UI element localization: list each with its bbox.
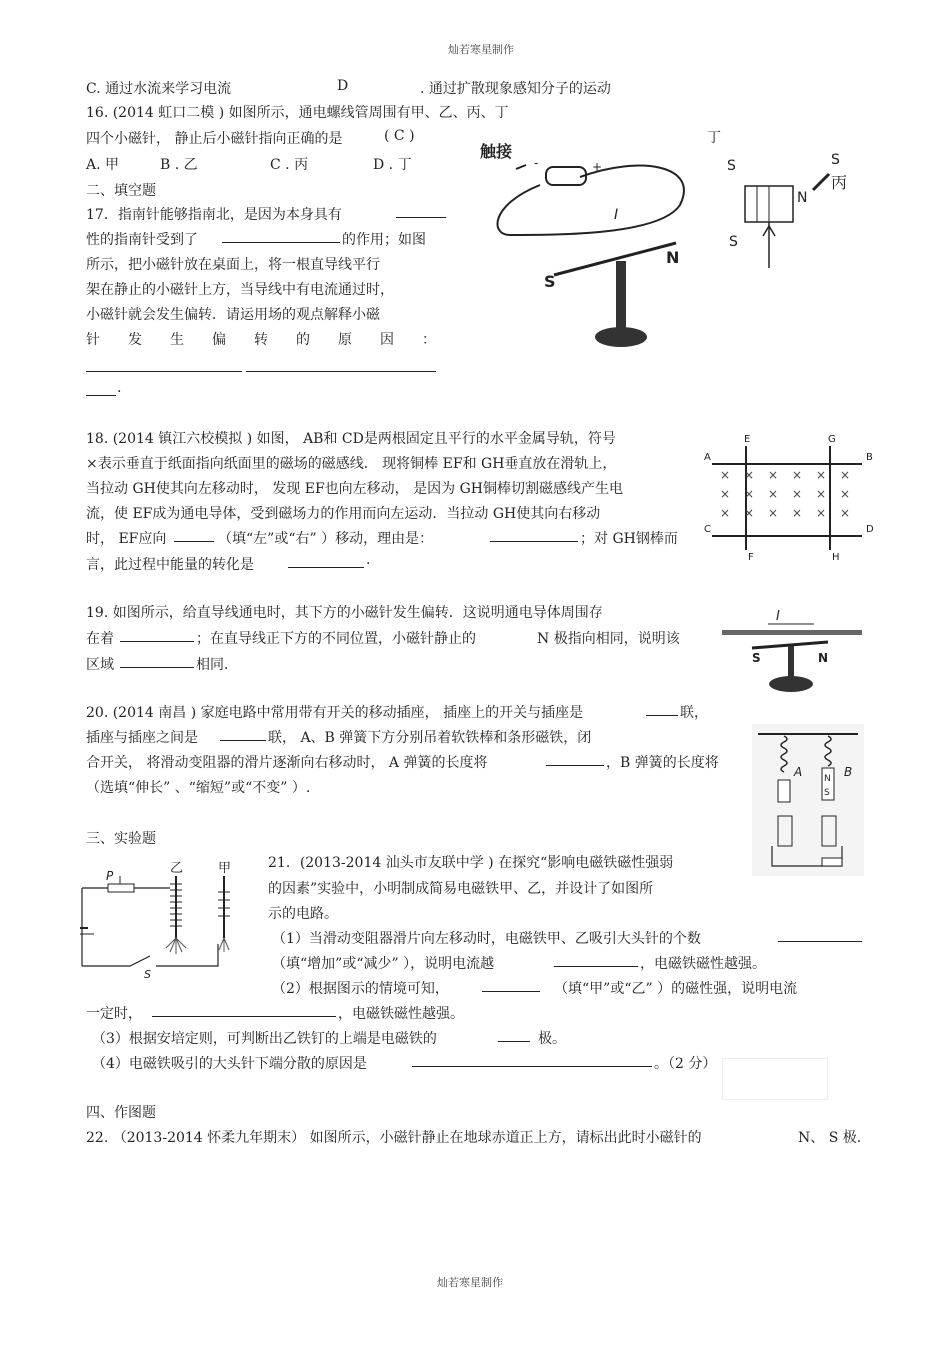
answer-box [722, 1058, 828, 1100]
label-spring-b: B [844, 765, 853, 779]
svg-text:×: × [720, 506, 731, 520]
arrow-icon [516, 165, 526, 169]
q17-blank2 [222, 229, 340, 243]
q20-line2a: 插座与插座之间是 [86, 730, 198, 746]
q21-line5a: （填“增加”或“减少” ），说明电流越 [272, 956, 495, 972]
needle-bing-s: S [831, 152, 840, 168]
label-a: A [704, 452, 711, 463]
wire-compass-figure [718, 606, 868, 696]
q19-line2a: 在着 [86, 631, 114, 647]
q20-line3a: 合开关， 将滑动变阻器的滑片逐渐向右移动时， A 弹簧的长度将 [86, 755, 488, 771]
q20-blank2 [220, 727, 266, 741]
svg-text:×: × [768, 506, 779, 520]
q17-char: 针 [86, 332, 100, 348]
compass-base [769, 676, 813, 692]
needle-ding-label: 丁 [707, 130, 721, 146]
q21-blank3 [482, 978, 540, 992]
svg-text:×: × [744, 506, 755, 520]
q18-line6: 言，此过程中能量的转化是 [86, 557, 254, 573]
svg-text:×: × [720, 468, 731, 482]
q17-char: 因 [380, 332, 394, 348]
q20-blank3 [546, 752, 604, 766]
q18-blank1 [174, 528, 214, 542]
label-e: E [744, 434, 751, 445]
section-fill-blank: 二、填空题 [86, 183, 156, 199]
switch-s-label: S [144, 968, 151, 978]
wire-loop [498, 166, 684, 235]
rheostat [108, 884, 134, 892]
q17-char: 偏 [212, 332, 226, 348]
svg-text:×: × [792, 487, 803, 501]
label-f: F [748, 552, 754, 563]
svg-text:×: × [744, 487, 755, 501]
q17-answer-line1a [86, 358, 242, 372]
svg-text:×: × [816, 468, 827, 482]
label-d: D [866, 524, 874, 535]
svg-text:×: × [768, 468, 779, 482]
q19-line3a: 区域 [86, 657, 114, 673]
q17-blank1 [396, 204, 446, 218]
q22-line1a: 22. （2013-2014 怀柔九年期末） 如图所示，小磁针静止在地球赤道正上方，请标出此时小磁针的 [86, 1130, 702, 1146]
svg-text:×: × [768, 487, 779, 501]
q15-option-c: C. 通过水流来学习电流 [86, 81, 232, 97]
electromagnet-yi-label: 乙 [170, 861, 184, 876]
q19-line2b: ；在直导线正下方的不同位置，小磁针静止的 [196, 631, 476, 647]
straight-wire [722, 630, 862, 635]
svg-text:×: × [840, 468, 851, 482]
q20-line1a: 20. (2014 南昌 ) 家庭电路中常用带有开关的移动插座， 插座上的开关与插座是 [86, 705, 584, 721]
q18-line5b: （填“左”或“右” ）移动，理由是： [218, 531, 434, 547]
q18-line2: ×表示垂直于纸面指向纸面里的磁场的磁感线． 现将铜棒 EF和 GH垂直放在滑轨上， [86, 456, 617, 472]
q21-line5b: ，电磁铁磁性越强。 [640, 956, 766, 972]
figure-background [752, 724, 864, 876]
q16-answer: ( C ) [384, 128, 415, 144]
electromagnet-circuit-figure [78, 856, 258, 978]
q17-char: 原 [338, 332, 352, 348]
q17-char: ： [422, 332, 436, 348]
solenoid-compass-figure [480, 125, 700, 355]
q17-line1: 17．指南针能够指南北，是因为本身具有 [86, 207, 342, 223]
svg-text:×: × [744, 468, 755, 482]
rheostat [822, 858, 842, 866]
q17-line3: 所示，把小磁针放在桌面上，将一根直导线平行 [86, 257, 380, 273]
q17-char: 的 [296, 332, 310, 348]
q16-option-c: C . 丙 [270, 157, 309, 173]
q21-line1: 21．(2013-2014 汕头市友联中学 ) 在探究“影响电磁铁磁性强弱 [268, 855, 674, 871]
solenoid-figure [705, 128, 865, 278]
springs-figure [752, 724, 864, 876]
q19-blank2 [120, 654, 194, 668]
q16-option-b: B . 乙 [160, 157, 198, 173]
q21-line6a: （2）根据图示的情境可知， [272, 981, 449, 997]
q21-line7b: ，电磁铁磁性越强。 [338, 1006, 464, 1022]
q21-blank2 [554, 953, 638, 967]
q16-line2: 四个小磁针， 静止后小磁针指向正确的是 [86, 131, 343, 147]
q21-line6b: （填“甲”或“乙” ）的磁性强，说明电流 [554, 981, 798, 997]
electromagnet-jia-label: 甲 [218, 861, 232, 876]
q17-period: . [117, 380, 122, 396]
compass-needle [554, 243, 676, 275]
label-spring-a: A [794, 765, 803, 779]
q19-blank1 [120, 628, 194, 642]
svg-text:×: × [840, 506, 851, 520]
q17-char: 发 [128, 332, 142, 348]
q18-line4: 流，使 EF成为通电导体，受到磁场力的作用而向左运动．当拉动 GH使其向右移动 [86, 506, 601, 522]
q17-char: 生 [170, 332, 184, 348]
q20-line4: （选填“伸长” 、“缩短”或“不变” ）. [86, 780, 311, 796]
figure-label-touch: 触接 [480, 142, 513, 161]
q17-answer-line2 [86, 382, 116, 396]
compass-stand [616, 261, 626, 331]
needle-bing [813, 174, 829, 190]
q17-line5: 小磁针就会发生偏转．请运用场的观点解释小磁 [86, 307, 380, 323]
compass-stand [788, 646, 794, 678]
q18-blank2 [490, 528, 578, 542]
q20-line2b: 联， A、B 弹簧下方分别吊着软铁棒和条形磁铁，闭 [268, 730, 592, 746]
q20-blank1 [646, 702, 678, 716]
needle-s-label: S [752, 651, 761, 665]
q21-line8b: 极。 [538, 1031, 566, 1047]
needle-bing-label: 丙 [831, 173, 848, 192]
q17-char: 转 [254, 332, 268, 348]
q17-line2b: 的作用；如图 [342, 232, 426, 248]
q20-line1b: 联， [680, 705, 708, 721]
slider-p-label: P [106, 869, 114, 883]
needle-n-label: N [818, 651, 829, 665]
q16-option-d: D . 丁 [373, 157, 412, 173]
label-b: B [866, 452, 873, 463]
minus-label: - [534, 156, 539, 170]
q17-line6 [86, 329, 436, 349]
q17-line2a: 性的指南针受到了 [86, 232, 198, 248]
section-drawing: 四、作图题 [86, 1105, 156, 1121]
plus-label: + [592, 160, 603, 174]
magnet-s-label: S [824, 788, 830, 798]
magnet-n-label: N [824, 774, 831, 784]
q21-line3: 示的电路。 [268, 906, 338, 922]
q21-blank5 [498, 1028, 530, 1042]
q21-line9a: （4）电磁铁吸引的大头针下端分散的原因是 [92, 1056, 367, 1072]
rails-figure [700, 432, 880, 564]
q18-line3: 当拉动 GH使其向左移动时， 发现 EF也向左移动， 是因为 GH铜棒切割磁感线产生电 [86, 481, 623, 497]
label-g: G [828, 434, 836, 445]
q21-line2: 的因素”实验中，小明制成简易电磁铁甲、乙，并设计了如图所 [268, 881, 654, 897]
svg-text:×: × [792, 468, 803, 482]
page-header: 灿若寒星制作 [448, 43, 514, 56]
q19-line2c: N 极指向相同，说明该 [537, 631, 680, 647]
q18-line5a: 时， EF应向 [86, 531, 167, 547]
q19-line3b: 相同． [196, 657, 238, 673]
svg-text:×: × [840, 487, 851, 501]
needle-s-bottom: S [729, 234, 738, 250]
compass-base [595, 327, 647, 347]
current-label: I [614, 207, 619, 223]
label-h: H [832, 552, 840, 563]
q21-line8a: （3）根据安培定则，可判断出乙铁钉的上端是电磁铁的 [92, 1031, 437, 1047]
circuit-wire [82, 944, 218, 966]
label-c: C [704, 524, 711, 535]
q17-answer-line1b [246, 358, 436, 372]
q18-line1: 18. (2014 镇江六校模拟 ) 如图， AB和 CD是两根固定且平行的水平金属导轨，符号 [86, 431, 616, 447]
q21-blank4 [152, 1003, 336, 1017]
current-label: I [776, 609, 780, 624]
q18-line5c: ；对 GH钢棒而 [580, 531, 678, 547]
pins-yi [166, 938, 186, 954]
svg-text:×: × [792, 506, 803, 520]
needle-s-top: S [727, 158, 736, 174]
q15-option-d-text: . 通过扩散现象感知分子的运动 [420, 81, 611, 97]
q18-period: . [366, 552, 371, 568]
q21-line7a: 一定时， [86, 1006, 142, 1022]
section-experiment: 三、实验题 [86, 831, 156, 847]
pins-jia [219, 938, 229, 952]
q15-option-d-letter: D [337, 78, 349, 94]
q16-line1: 16. (2014 虹口二模 ) 如图所示，通电螺线管周围有甲、乙、丙、丁 [86, 105, 509, 121]
q20-line3b: ，B 弹簧的长度将 [606, 755, 719, 771]
needle-n-label: N [797, 190, 808, 206]
svg-text:×: × [816, 487, 827, 501]
soft-iron-rod [778, 780, 790, 802]
q21-line4: （1）当滑动变阻器滑片向左移动时，电磁铁甲、乙吸引大头针的个数 [272, 931, 701, 947]
compass-n-label: N [666, 248, 680, 267]
compass-s-label: S [544, 272, 556, 291]
q18-blank3 [288, 554, 364, 568]
svg-text:×: × [720, 487, 731, 501]
q19-line1: 19. 如图所示，给直导线通电时，其下方的小磁针发生偏转．这说明通电导体周围存 [86, 605, 603, 621]
q21-line9b: 。（2 分） [654, 1056, 717, 1072]
q22-line1b: N、 S 极. [798, 1130, 862, 1146]
q21-blank6 [412, 1053, 652, 1067]
page-footer: 灿若寒星制作 [437, 1276, 503, 1289]
q16-option-a: A. 甲 [86, 157, 120, 173]
svg-text:×: × [816, 506, 827, 520]
q17-line4: 架在静止的小磁针上方，当导线中有电流通过时， [86, 282, 394, 298]
q21-blank1 [778, 928, 862, 942]
